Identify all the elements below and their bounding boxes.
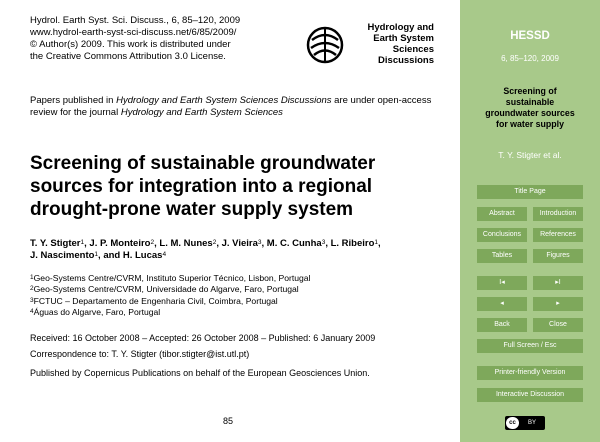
- copyright-line: © Author(s) 2009. This work is distributed under: [30, 39, 231, 50]
- affiliations: [30, 273, 311, 318]
- previous-page-button[interactable]: ◂: [477, 297, 527, 311]
- full-screen-button[interactable]: Full Screen / Esc: [477, 339, 583, 353]
- figures-button[interactable]: Figures: [533, 249, 583, 263]
- title-page-button[interactable]: Title Page: [477, 185, 583, 199]
- tables-button[interactable]: Tables: [477, 249, 527, 263]
- journal-line: Hydrol. Earth Syst. Sci. Discuss., 6, 85–120, 2009: [30, 15, 241, 26]
- last-page-button[interactable]: ▸I: [533, 276, 583, 290]
- sidebar-short-title: Screening of sustainable groundwater sources for water supply: [485, 86, 575, 129]
- citation-header: [30, 15, 240, 63]
- publication-note: Papers published in Hydrology and Earth System Sciences Discussions are under open-access review for the journal Hydrology and Earth System Sciences: [30, 95, 432, 118]
- paper-title: Screening of sustainable groundwater sources for integration into a regional drought-prone water supply system: [30, 153, 376, 220]
- affiliation-item: $^3$FCTUC – Departamento de Engenharia Civil, Coimbra, Portugal: [30, 295, 278, 306]
- affiliation-item: $^1$Geo-Systems Centre/CVRM, Instituto Superior Técnico, Lisbon, Portugal: [30, 273, 311, 283]
- article-url[interactable]: www.hydrol-earth-syst-sci-discuss.net/6/85/2009/: [30, 27, 237, 38]
- publication-dates: Received: 16 October 2008 – Accepted: 26 October 2008 – Published: 6 January 2009: [30, 333, 376, 343]
- first-page-button[interactable]: I◂: [477, 276, 527, 290]
- sidebar-author: T. Y. Stigter et al.: [498, 150, 562, 160]
- author-list: T. Y. Stigter$^1$, J. P. Monteiro$^2$, L. M. Nunes$^2$, J. Vieira$^3$, M. C. Cunha$^3$, L. Ribeiro$^1$, J. Nascimento$^1$, and H. Lucas$^4$: [30, 238, 381, 261]
- author: L. M. Nunes: [159, 238, 213, 249]
- affiliation-item: $^4$Águas do Algarve, Faro, Portugal: [30, 306, 161, 317]
- author: M. C. Cunha: [266, 238, 322, 249]
- correspondence: Correspondence to: T. Y. Stigter (tibor.stigter@ist.utl.pt): [30, 349, 250, 359]
- cc-license-badge[interactable]: [505, 416, 545, 430]
- logo-text: Hydrology and Earth System Sciences Discussions: [367, 22, 434, 66]
- abstract-button[interactable]: Abstract: [477, 207, 527, 221]
- next-page-button[interactable]: ▸: [533, 297, 583, 311]
- printer-friendly-button[interactable]: Printer-friendly Version: [477, 366, 583, 380]
- conclusions-button[interactable]: Conclusions: [477, 228, 527, 242]
- affiliation-item: $^2$Geo-Systems Centre/CVRM, Universidade do Algarve, Faro, Portugal: [30, 284, 299, 295]
- back-button[interactable]: Back: [477, 318, 527, 332]
- globe-logo-icon: [306, 26, 344, 64]
- page-number: 85: [223, 416, 234, 426]
- references-button[interactable]: References: [533, 228, 583, 242]
- author: J. Vieira: [221, 238, 258, 249]
- journal-logo: [306, 22, 434, 70]
- author: L. Ribeiro: [330, 238, 375, 249]
- cc-icon: cc: [506, 417, 519, 429]
- by-icon: BY: [527, 420, 536, 426]
- license-line: the Creative Commons Attribution 3.0 License.: [30, 51, 226, 62]
- author: J. Nascimento: [30, 250, 95, 261]
- sidebar-ref: 6, 85–120, 2009: [501, 54, 559, 63]
- author: T. Y. Stigter: [30, 238, 81, 249]
- introduction-button[interactable]: Introduction: [533, 207, 583, 221]
- interactive-discussion-button[interactable]: Interactive Discussion: [477, 388, 583, 402]
- author: J. P. Monteiro: [89, 238, 151, 249]
- author: H. Lucas: [122, 250, 163, 261]
- sidebar-journal: HESSD: [510, 30, 550, 42]
- publisher-line: Published by Copernicus Publications on behalf of the European Geosciences Union.: [30, 368, 370, 378]
- close-button[interactable]: Close: [533, 318, 583, 332]
